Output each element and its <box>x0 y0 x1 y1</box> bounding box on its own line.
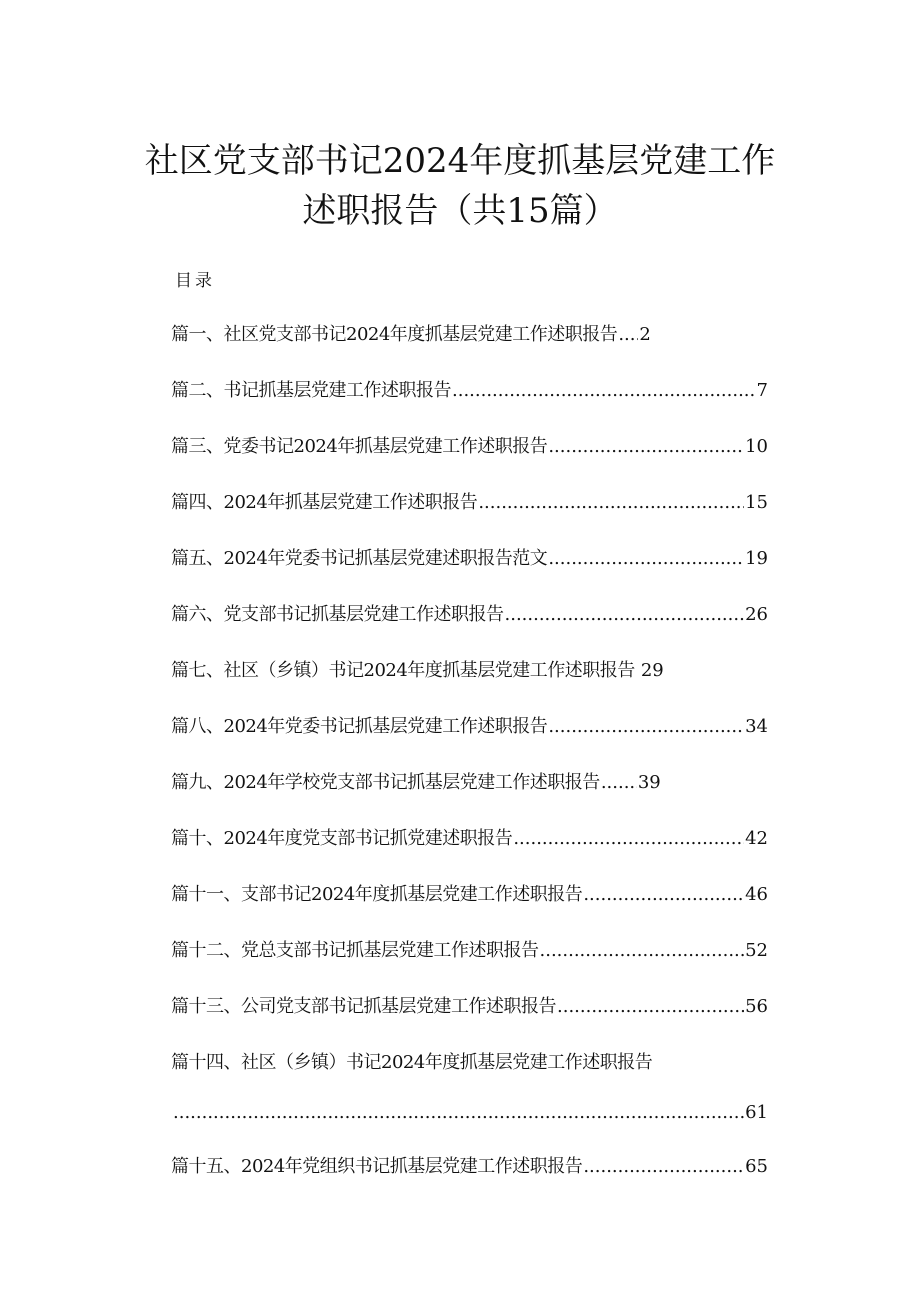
toc-entry-label: 篇十四、社区（乡镇）书记2024年度抓基层党建工作述职报告 <box>171 1052 653 1073</box>
toc-entry-leader <box>583 1152 744 1182</box>
toc-entry-page: 10 <box>745 436 768 457</box>
toc-entry-leader <box>618 320 638 350</box>
toc-entry-leader <box>513 824 744 854</box>
toc-entry-leader <box>548 712 744 742</box>
toc-entry-leader <box>452 376 756 406</box>
toc-entry[interactable] <box>171 1048 768 1078</box>
toc-entry-leader <box>505 600 745 630</box>
toc-entry[interactable] <box>171 712 768 742</box>
toc-entry-page: 61 <box>745 1102 768 1123</box>
toc-entry-leader <box>478 488 744 518</box>
toc-entry-label: 篇七、社区（乡镇）书记2024年度抓基层党建工作述职报告 <box>171 660 635 681</box>
toc-entry[interactable] <box>171 936 768 966</box>
toc-entry[interactable] <box>171 488 768 518</box>
toc-entry-page: 2 <box>639 324 651 345</box>
toc-entry-page: 19 <box>745 548 768 569</box>
document-title-line-2: 述职报告（共15篇） <box>302 191 618 231</box>
toc-entry[interactable] <box>171 824 768 854</box>
toc-entry-leader <box>557 992 744 1022</box>
toc-entry[interactable] <box>171 880 768 910</box>
toc-entry-page: 29 <box>640 660 664 681</box>
toc-entry-label: 篇三、党委书记2024年抓基层党建工作述职报告 <box>171 436 548 457</box>
toc-entry-page: 26 <box>745 604 768 625</box>
toc-entry-label: 篇十一、支部书记2024年度抓基层党建工作述职报告 <box>171 884 583 905</box>
toc-entry-page: 42 <box>745 828 768 849</box>
toc-entry-page: 65 <box>745 1156 768 1177</box>
toc-entry-label: 篇六、党支部书记抓基层党建工作述职报告 <box>171 604 504 625</box>
toc-entry-label: 篇五、2024年党委书记抓基层党建述职报告范文 <box>171 548 548 569</box>
toc-entry-label: 篇八、2024年党委书记抓基层党建工作述职报告 <box>171 716 548 737</box>
toc-entry-page: 34 <box>745 716 768 737</box>
toc-entry-leader <box>173 1098 744 1128</box>
toc-entry-page: 39 <box>637 772 661 793</box>
toc-entry[interactable] <box>171 600 768 630</box>
toc-heading: 目录 <box>175 271 215 291</box>
toc-entry-label: 篇十五、2024年党组织书记抓基层党建工作述职报告 <box>171 1156 583 1177</box>
toc-entry[interactable] <box>171 768 768 798</box>
toc-entry-leader <box>601 768 637 798</box>
toc-entry-leader <box>583 880 744 910</box>
toc-entry-leader <box>548 432 744 462</box>
toc-entry-label: 篇一、社区党支部书记2024年度抓基层党建工作述职报告 <box>171 324 618 345</box>
toc-entry[interactable] <box>171 992 768 1022</box>
toc-entry-label: 篇十、2024年度党支部书记抓党建述职报告 <box>171 828 513 849</box>
toc-entry[interactable] <box>171 544 768 574</box>
toc-entry-label: 篇四、2024年抓基层党建工作述职报告 <box>171 492 478 513</box>
toc-entry-page: 56 <box>745 996 768 1017</box>
toc-entry-label: 篇二、书记抓基层党建工作述职报告 <box>171 380 451 401</box>
toc-entry-leader <box>548 544 744 574</box>
toc-entry[interactable] <box>171 376 768 406</box>
toc-entry[interactable] <box>171 432 768 462</box>
toc-entry-page: 15 <box>745 492 768 513</box>
toc-entry-page: 46 <box>745 884 768 905</box>
toc-entry-label: 篇十二、党总支部书记抓基层党建工作述职报告 <box>171 940 539 961</box>
toc-entry[interactable] <box>171 320 768 350</box>
toc-entry-page: 52 <box>745 940 768 961</box>
toc-entry-label: 篇十三、公司党支部书记抓基层党建工作述职报告 <box>171 996 556 1017</box>
document-title-line-1: 社区党支部书记2024年度抓基层党建工作 <box>144 141 776 181</box>
toc-entry-continuation[interactable] <box>171 1098 768 1128</box>
toc-entry[interactable] <box>171 656 768 686</box>
toc-entry-page: 7 <box>756 380 768 401</box>
toc-entry-label: 篇九、2024年学校党支部书记抓基层党建工作述职报告 <box>171 772 600 793</box>
toc-entry[interactable] <box>171 1152 768 1182</box>
toc-entry-leader <box>540 936 745 966</box>
